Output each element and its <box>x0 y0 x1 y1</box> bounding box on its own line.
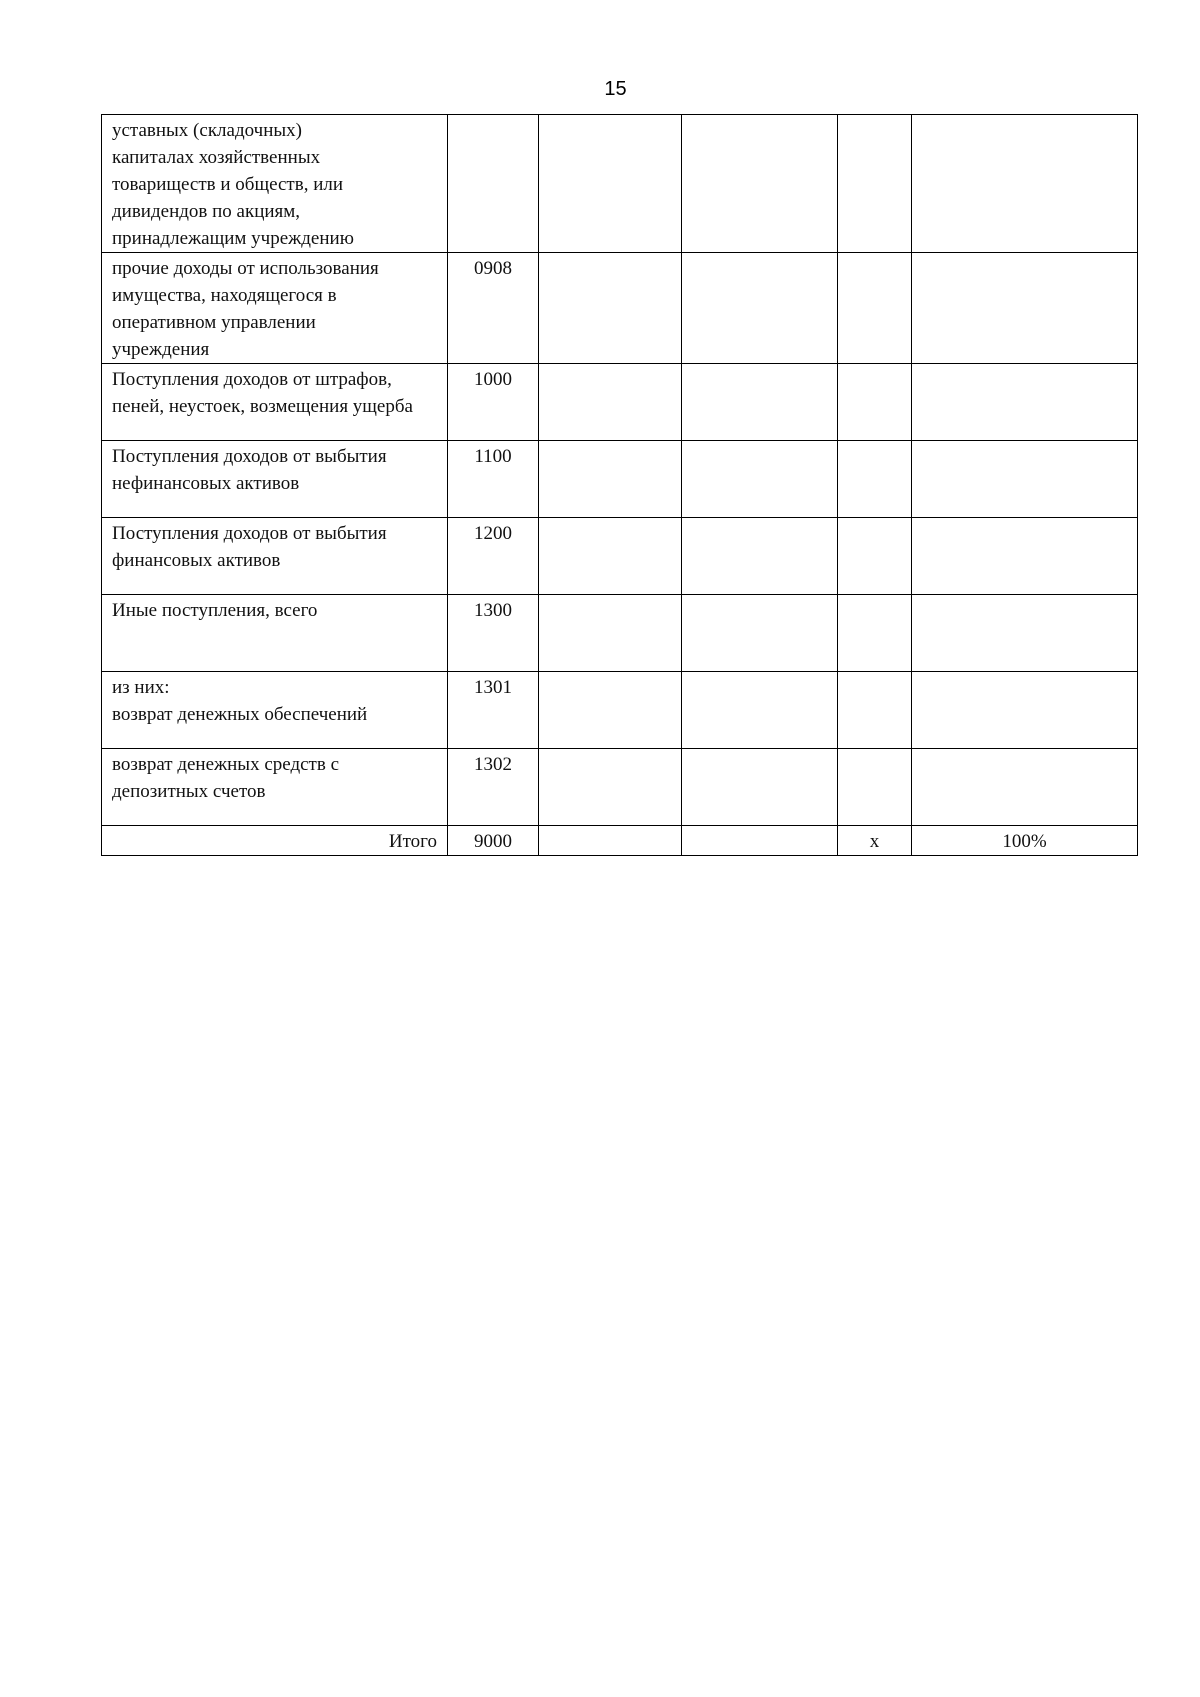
empty-cell <box>682 441 838 518</box>
total-col5: x <box>838 826 912 856</box>
row-name-line: принадлежащим учреждению <box>112 228 354 249</box>
row-name-cell <box>102 595 448 672</box>
total-row <box>102 826 1138 856</box>
empty-cell <box>682 364 838 441</box>
row-name-line: возврат денежных обеспечений <box>112 704 368 725</box>
total-code: 9000 <box>448 826 539 856</box>
empty-cell <box>539 115 682 253</box>
empty-cell <box>838 115 912 253</box>
empty-cell <box>539 253 682 364</box>
row-name-line: Поступления доходов от штрафов, <box>112 369 392 390</box>
empty-cell <box>539 749 682 826</box>
empty-cell <box>912 518 1138 595</box>
row-code-cell <box>448 115 539 253</box>
empty-cell <box>912 115 1138 253</box>
table-row <box>102 441 1138 518</box>
row-name-line: оперативном управлении <box>112 312 316 333</box>
row-code-cell: 1100 <box>448 441 539 518</box>
row-name-line: нефинансовых активов <box>112 473 300 494</box>
table-row <box>102 595 1138 672</box>
empty-cell <box>912 672 1138 749</box>
empty-cell <box>682 826 838 856</box>
row-code-cell: 1302 <box>448 749 539 826</box>
table-row <box>102 253 1138 364</box>
empty-cell <box>838 441 912 518</box>
empty-cell <box>912 253 1138 364</box>
empty-cell <box>912 595 1138 672</box>
empty-cell <box>682 749 838 826</box>
table-row <box>102 115 1138 253</box>
empty-cell <box>539 441 682 518</box>
row-name-line: учреждения <box>112 339 210 360</box>
row-name-line: прочие доходы от использования <box>112 258 379 279</box>
empty-cell <box>539 826 682 856</box>
empty-cell <box>682 518 838 595</box>
empty-cell <box>838 595 912 672</box>
row-name-cell <box>102 518 448 595</box>
row-name-line: Поступления доходов от выбытия <box>112 446 387 467</box>
table-row <box>102 518 1138 595</box>
empty-cell <box>539 672 682 749</box>
empty-cell <box>539 595 682 672</box>
row-name-cell <box>102 441 448 518</box>
empty-cell <box>838 749 912 826</box>
empty-cell <box>838 518 912 595</box>
income-table <box>101 114 1138 856</box>
empty-cell <box>912 364 1138 441</box>
row-code-cell: 1301 <box>448 672 539 749</box>
row-name-cell <box>102 115 448 253</box>
row-name-line: уставных (складочных) <box>112 120 302 141</box>
row-name-line: пеней, неустоек, возмещения ущерба <box>112 396 413 417</box>
empty-cell <box>838 364 912 441</box>
row-name-line: Иные поступления, всего <box>112 600 318 621</box>
row-name-cell <box>102 672 448 749</box>
empty-cell <box>912 749 1138 826</box>
row-name-cell <box>102 253 448 364</box>
empty-cell <box>682 672 838 749</box>
row-name-line: финансовых активов <box>112 550 281 571</box>
empty-cell <box>539 518 682 595</box>
row-code-cell: 1000 <box>448 364 539 441</box>
total-percent: 100% <box>912 826 1138 856</box>
row-name-line: депозитных счетов <box>112 781 266 802</box>
empty-cell <box>539 364 682 441</box>
row-name-line: товариществ и обществ, или <box>112 174 344 195</box>
row-name-cell <box>102 749 448 826</box>
row-name-line: имущества, находящегося в <box>112 285 337 306</box>
page-number: 15 <box>604 78 627 100</box>
empty-cell <box>682 253 838 364</box>
row-name-line: Поступления доходов от выбытия <box>112 523 387 544</box>
table-row <box>102 749 1138 826</box>
empty-cell <box>838 672 912 749</box>
row-name-cell <box>102 364 448 441</box>
table-row <box>102 672 1138 749</box>
empty-cell <box>682 115 838 253</box>
empty-cell <box>682 595 838 672</box>
row-name-line: капиталах хозяйственных <box>112 147 321 168</box>
empty-cell <box>912 441 1138 518</box>
empty-cell <box>838 253 912 364</box>
table-row <box>102 364 1138 441</box>
row-code-cell: 0908 <box>448 253 539 364</box>
row-code-cell: 1200 <box>448 518 539 595</box>
row-code-cell: 1300 <box>448 595 539 672</box>
row-name-line: возврат денежных средств с <box>112 754 339 775</box>
row-name-line: дивидендов по акциям, <box>112 201 301 222</box>
total-label: Итого <box>102 826 448 856</box>
row-name-line: из них: <box>112 677 170 698</box>
